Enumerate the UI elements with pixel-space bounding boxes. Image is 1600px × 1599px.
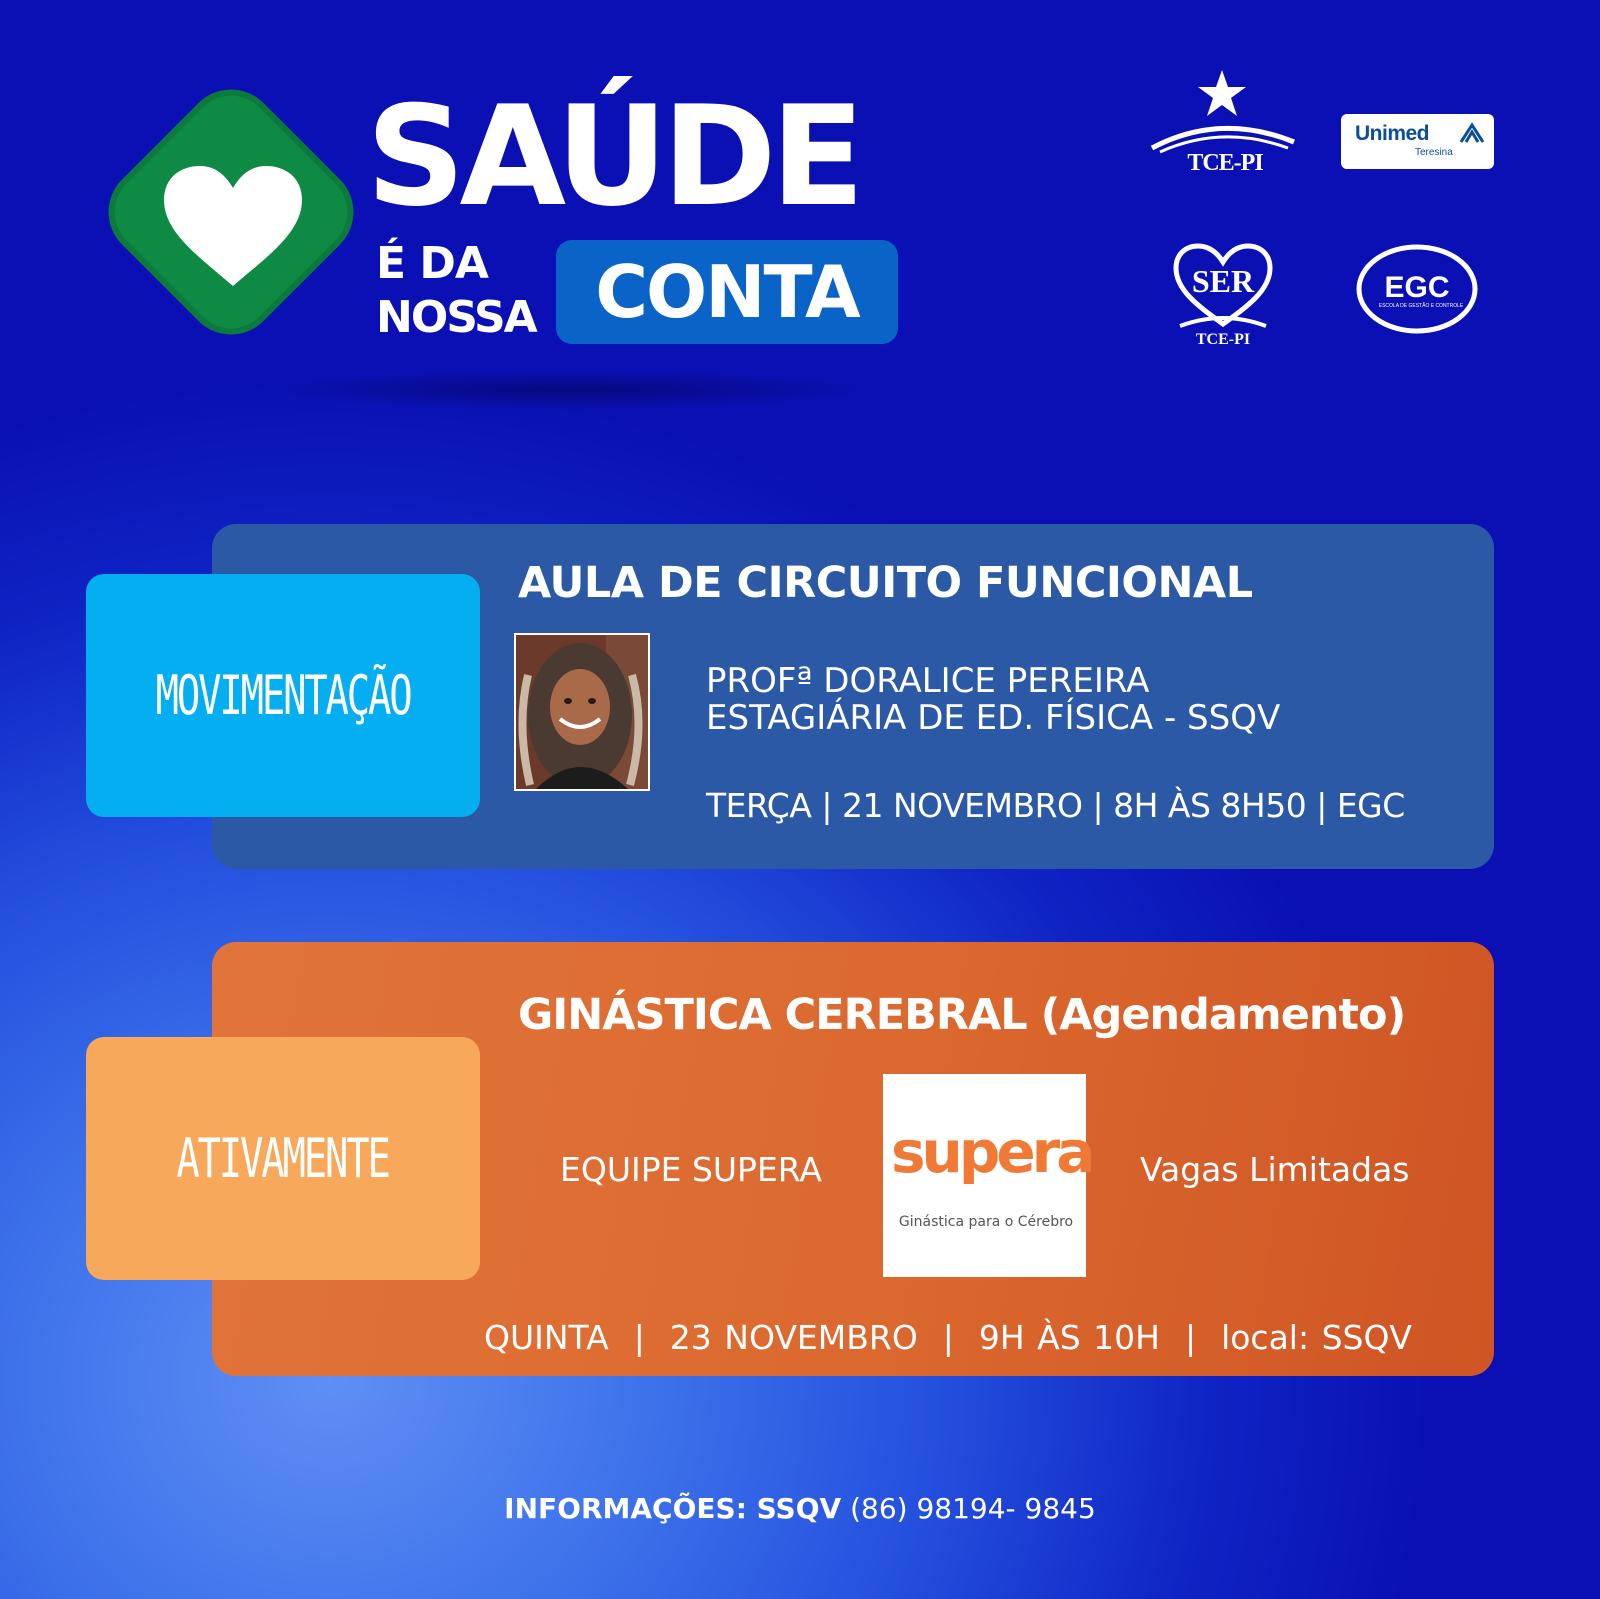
event-title-ginastica: GINÁSTICA CEREBRAL (Agendamento) bbox=[518, 990, 1406, 1040]
instructor-name: PROFª DORALICE PEREIRA bbox=[706, 661, 1150, 701]
unimed-mark-icon bbox=[1459, 122, 1485, 146]
ser-label: SER bbox=[1191, 263, 1255, 299]
ser-tce-logo bbox=[1168, 240, 1278, 348]
conta-highlight-box bbox=[556, 240, 898, 344]
footer-label: INFORMAÇÕES: SSQV bbox=[504, 1492, 842, 1525]
event-schedule-circuito: TERÇA | 21 NOVEMBRO | 8H ÀS 8H50 | EGC bbox=[706, 786, 1405, 825]
title-nossa: NOSSA bbox=[376, 292, 536, 343]
title-saude: SAÚDE bbox=[366, 76, 859, 237]
tag-movimentacao bbox=[86, 574, 480, 817]
tag-movimentacao-label: MOVIMENTAÇÃO bbox=[155, 664, 411, 727]
team-label: EQUIPE SUPERA bbox=[560, 1150, 822, 1189]
footer-phone: (86) 98194- 9845 bbox=[850, 1492, 1096, 1525]
ser-sub-label: TCE-PI bbox=[1195, 331, 1251, 348]
supera-wordmark: supera bbox=[891, 1118, 1092, 1186]
vagas-note: Vagas Limitadas bbox=[1140, 1150, 1410, 1189]
egc-sub-label: ESCOLA DE GESTÃO E CONTROLE bbox=[1378, 303, 1464, 309]
event-title-circuito: AULA DE CIRCUITO FUNCIONAL bbox=[518, 558, 1253, 608]
instructor-portrait-icon bbox=[516, 635, 648, 789]
unimed-logo bbox=[1341, 114, 1494, 169]
heart-icon bbox=[158, 160, 308, 290]
unimed-name: Unimed bbox=[1355, 122, 1430, 145]
event-schedule-ginastica: QUINTA | 23 NOVEMBRO | 9H ÀS 10H | local: SSQV bbox=[484, 1318, 1413, 1357]
unimed-city: Teresina bbox=[1415, 147, 1453, 158]
tce-pi-label: TCE-PI bbox=[1187, 150, 1263, 176]
egc-logo bbox=[1355, 243, 1479, 335]
instructor-role: ESTAGIÁRIA DE ED. FÍSICA - SSQV bbox=[706, 698, 1281, 738]
star-icon bbox=[1198, 70, 1246, 116]
footer-info bbox=[0, 1492, 1600, 1525]
header-shadow bbox=[260, 370, 880, 410]
tag-ativamente bbox=[86, 1037, 480, 1280]
supera-logo bbox=[883, 1074, 1092, 1277]
supera-tagline: Ginástica para o Cérebro bbox=[898, 1214, 1074, 1230]
instructor-photo bbox=[514, 633, 650, 791]
tag-ativamente-label: ATIVAMENTE bbox=[176, 1127, 390, 1190]
title-conta: CONTA bbox=[595, 250, 859, 334]
title-e-da: É DA bbox=[376, 238, 488, 289]
egc-label: EGC bbox=[1384, 271, 1450, 304]
